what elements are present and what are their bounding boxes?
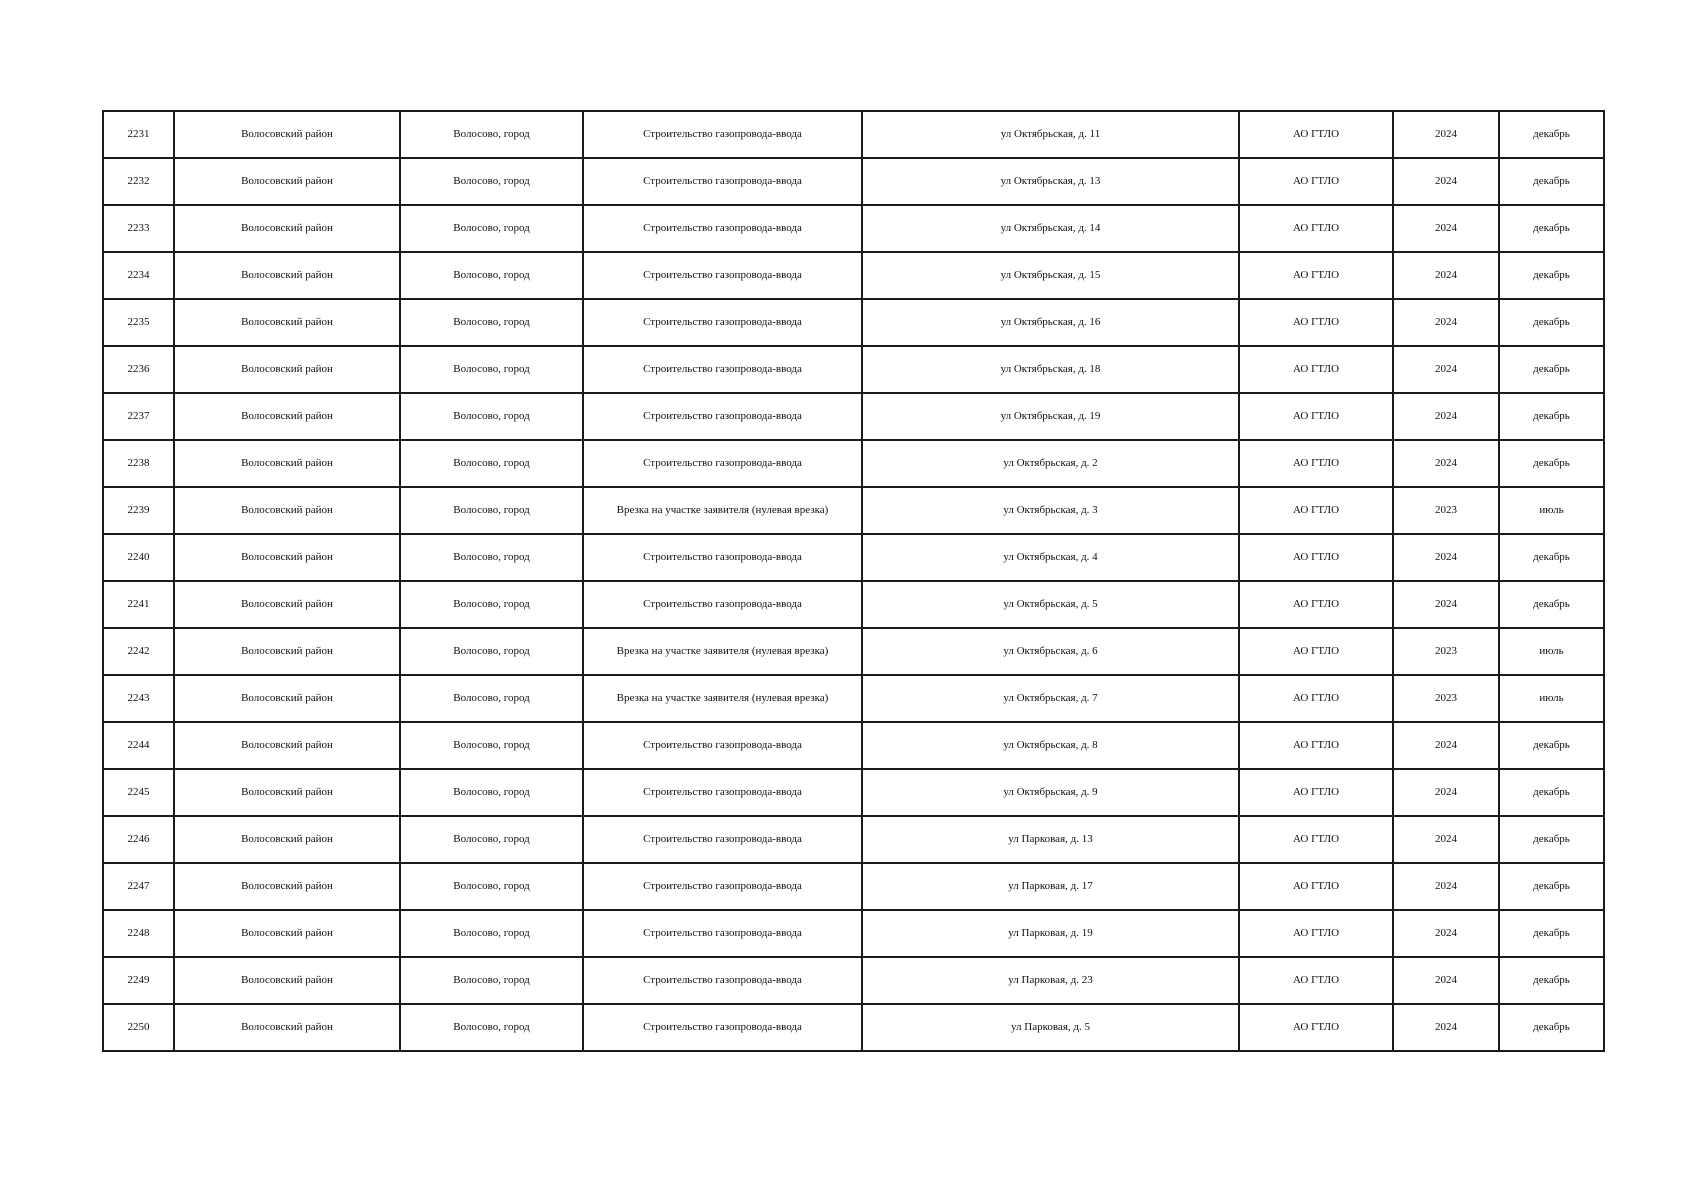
year-cell: 2024 [1393,205,1499,252]
gasification-schedule-table [102,110,1605,1052]
month-cell: декабрь [1499,440,1604,487]
work-type-cell: Строительство газопровода-ввода [583,722,862,769]
organization-cell: АО ГТЛО [1239,534,1393,581]
address-cell: ул Октябрьская, д. 9 [862,769,1239,816]
district-cell: Волосовский район [174,534,400,581]
year-cell: 2023 [1393,675,1499,722]
district-cell: Волосовский район [174,299,400,346]
address-cell: ул Октябрьская, д. 18 [862,346,1239,393]
settlement-cell: Волосово, город [400,252,583,299]
work-type-cell: Строительство газопровода-ввода [583,158,862,205]
month-cell: декабрь [1499,252,1604,299]
year-cell: 2024 [1393,534,1499,581]
address-cell: ул Парковая, д. 5 [862,1004,1239,1051]
address-cell: ул Октябрьская, д. 13 [862,158,1239,205]
table-body [103,111,1604,1051]
settlement-cell: Волосово, город [400,487,583,534]
settlement-cell: Волосово, город [400,769,583,816]
row-number: 2231 [103,111,174,158]
settlement-cell: Волосово, город [400,675,583,722]
work-type-cell: Строительство газопровода-ввода [583,816,862,863]
row-number: 2234 [103,252,174,299]
work-type-cell: Строительство газопровода-ввода [583,534,862,581]
row-number: 2232 [103,158,174,205]
year-cell: 2024 [1393,722,1499,769]
month-cell: декабрь [1499,1004,1604,1051]
month-cell: декабрь [1499,581,1604,628]
organization-cell: АО ГТЛО [1239,252,1393,299]
row-number: 2238 [103,440,174,487]
table-row [103,769,1604,816]
row-number: 2239 [103,487,174,534]
settlement-cell: Волосово, город [400,111,583,158]
organization-cell: АО ГТЛО [1239,957,1393,1004]
row-number: 2249 [103,957,174,1004]
address-cell: ул Парковая, д. 13 [862,816,1239,863]
address-cell: ул Октябрьская, д. 7 [862,675,1239,722]
organization-cell: АО ГТЛО [1239,205,1393,252]
table-row [103,346,1604,393]
settlement-cell: Волосово, город [400,299,583,346]
address-cell: ул Октябрьская, д. 15 [862,252,1239,299]
table-row [103,910,1604,957]
district-cell: Волосовский район [174,346,400,393]
table-row [103,628,1604,675]
month-cell: декабрь [1499,769,1604,816]
month-cell: декабрь [1499,299,1604,346]
district-cell: Волосовский район [174,158,400,205]
row-number: 2240 [103,534,174,581]
work-type-cell: Строительство газопровода-ввода [583,581,862,628]
row-number: 2244 [103,722,174,769]
month-cell: декабрь [1499,158,1604,205]
work-type-cell: Строительство газопровода-ввода [583,440,862,487]
month-cell: декабрь [1499,910,1604,957]
month-cell: декабрь [1499,393,1604,440]
organization-cell: АО ГТЛО [1239,487,1393,534]
address-cell: ул Октябрьская, д. 6 [862,628,1239,675]
address-cell: ул Парковая, д. 17 [862,863,1239,910]
address-cell: ул Октябрьская, д. 2 [862,440,1239,487]
organization-cell: АО ГТЛО [1239,111,1393,158]
month-cell: июль [1499,628,1604,675]
work-type-cell: Строительство газопровода-ввода [583,863,862,910]
table-row [103,957,1604,1004]
table-row [103,1004,1604,1051]
organization-cell: АО ГТЛО [1239,158,1393,205]
settlement-cell: Волосово, город [400,1004,583,1051]
work-type-cell: Врезка на участке заявителя (нулевая врезка) [583,628,862,675]
year-cell: 2024 [1393,393,1499,440]
district-cell: Волосовский район [174,628,400,675]
year-cell: 2024 [1393,440,1499,487]
work-type-cell: Строительство газопровода-ввода [583,957,862,1004]
district-cell: Волосовский район [174,769,400,816]
settlement-cell: Волосово, город [400,581,583,628]
year-cell: 2024 [1393,346,1499,393]
work-type-cell: Строительство газопровода-ввода [583,205,862,252]
row-number: 2247 [103,863,174,910]
district-cell: Волосовский район [174,487,400,534]
year-cell: 2023 [1393,628,1499,675]
address-cell: ул Октябрьская, д. 4 [862,534,1239,581]
organization-cell: АО ГТЛО [1239,863,1393,910]
settlement-cell: Волосово, город [400,440,583,487]
work-type-cell: Строительство газопровода-ввода [583,111,862,158]
table-row [103,205,1604,252]
table-row [103,111,1604,158]
address-cell: ул Октябрьская, д. 8 [862,722,1239,769]
year-cell: 2024 [1393,111,1499,158]
organization-cell: АО ГТЛО [1239,910,1393,957]
address-cell: ул Октябрьская, д. 14 [862,205,1239,252]
table-row [103,581,1604,628]
settlement-cell: Волосово, город [400,393,583,440]
organization-cell: АО ГТЛО [1239,722,1393,769]
settlement-cell: Волосово, город [400,534,583,581]
year-cell: 2023 [1393,487,1499,534]
settlement-cell: Волосово, город [400,346,583,393]
row-number: 2250 [103,1004,174,1051]
row-number: 2235 [103,299,174,346]
organization-cell: АО ГТЛО [1239,816,1393,863]
district-cell: Волосовский район [174,440,400,487]
district-cell: Волосовский район [174,111,400,158]
table-row [103,722,1604,769]
row-number: 2241 [103,581,174,628]
row-number: 2236 [103,346,174,393]
organization-cell: АО ГТЛО [1239,299,1393,346]
district-cell: Волосовский район [174,252,400,299]
work-type-cell: Строительство газопровода-ввода [583,910,862,957]
year-cell: 2024 [1393,252,1499,299]
row-number: 2245 [103,769,174,816]
year-cell: 2024 [1393,910,1499,957]
year-cell: 2024 [1393,1004,1499,1051]
table-row [103,534,1604,581]
settlement-cell: Волосово, город [400,863,583,910]
month-cell: июль [1499,675,1604,722]
organization-cell: АО ГТЛО [1239,581,1393,628]
district-cell: Волосовский район [174,910,400,957]
address-cell: ул Парковая, д. 19 [862,910,1239,957]
row-number: 2242 [103,628,174,675]
row-number: 2246 [103,816,174,863]
month-cell: декабрь [1499,816,1604,863]
document-page [102,110,1603,1052]
year-cell: 2024 [1393,816,1499,863]
settlement-cell: Волосово, город [400,205,583,252]
month-cell: декабрь [1499,722,1604,769]
year-cell: 2024 [1393,863,1499,910]
year-cell: 2024 [1393,581,1499,628]
district-cell: Волосовский район [174,581,400,628]
settlement-cell: Волосово, город [400,910,583,957]
district-cell: Волосовский район [174,1004,400,1051]
address-cell: ул Октябрьская, д. 5 [862,581,1239,628]
work-type-cell: Врезка на участке заявителя (нулевая врезка) [583,487,862,534]
organization-cell: АО ГТЛО [1239,1004,1393,1051]
work-type-cell: Строительство газопровода-ввода [583,252,862,299]
month-cell: декабрь [1499,863,1604,910]
work-type-cell: Строительство газопровода-ввода [583,1004,862,1051]
organization-cell: АО ГТЛО [1239,628,1393,675]
address-cell: ул Октябрьская, д. 16 [862,299,1239,346]
organization-cell: АО ГТЛО [1239,393,1393,440]
month-cell: декабрь [1499,957,1604,1004]
organization-cell: АО ГТЛО [1239,769,1393,816]
row-number: 2243 [103,675,174,722]
address-cell: ул Октябрьская, д. 3 [862,487,1239,534]
row-number: 2237 [103,393,174,440]
district-cell: Волосовский район [174,816,400,863]
settlement-cell: Волосово, город [400,722,583,769]
row-number: 2233 [103,205,174,252]
month-cell: декабрь [1499,534,1604,581]
year-cell: 2024 [1393,957,1499,1004]
table-row [103,816,1604,863]
table-row [103,863,1604,910]
table-row [103,675,1604,722]
address-cell: ул Октябрьская, д. 19 [862,393,1239,440]
row-number: 2248 [103,910,174,957]
district-cell: Волосовский район [174,205,400,252]
district-cell: Волосовский район [174,957,400,1004]
year-cell: 2024 [1393,158,1499,205]
table-row [103,393,1604,440]
month-cell: декабрь [1499,111,1604,158]
month-cell: декабрь [1499,346,1604,393]
year-cell: 2024 [1393,769,1499,816]
settlement-cell: Волосово, город [400,957,583,1004]
settlement-cell: Волосово, город [400,158,583,205]
settlement-cell: Волосово, город [400,628,583,675]
table-row [103,487,1604,534]
work-type-cell: Строительство газопровода-ввода [583,346,862,393]
district-cell: Волосовский район [174,675,400,722]
organization-cell: АО ГТЛО [1239,440,1393,487]
address-cell: ул Октябрьская, д. 11 [862,111,1239,158]
month-cell: декабрь [1499,205,1604,252]
district-cell: Волосовский район [174,863,400,910]
table-row [103,440,1604,487]
work-type-cell: Врезка на участке заявителя (нулевая врезка) [583,675,862,722]
organization-cell: АО ГТЛО [1239,675,1393,722]
table-row [103,158,1604,205]
table-row [103,252,1604,299]
work-type-cell: Строительство газопровода-ввода [583,299,862,346]
month-cell: июль [1499,487,1604,534]
address-cell: ул Парковая, д. 23 [862,957,1239,1004]
year-cell: 2024 [1393,299,1499,346]
district-cell: Волосовский район [174,393,400,440]
district-cell: Волосовский район [174,722,400,769]
table-row [103,299,1604,346]
settlement-cell: Волосово, город [400,816,583,863]
work-type-cell: Строительство газопровода-ввода [583,393,862,440]
organization-cell: АО ГТЛО [1239,346,1393,393]
work-type-cell: Строительство газопровода-ввода [583,769,862,816]
